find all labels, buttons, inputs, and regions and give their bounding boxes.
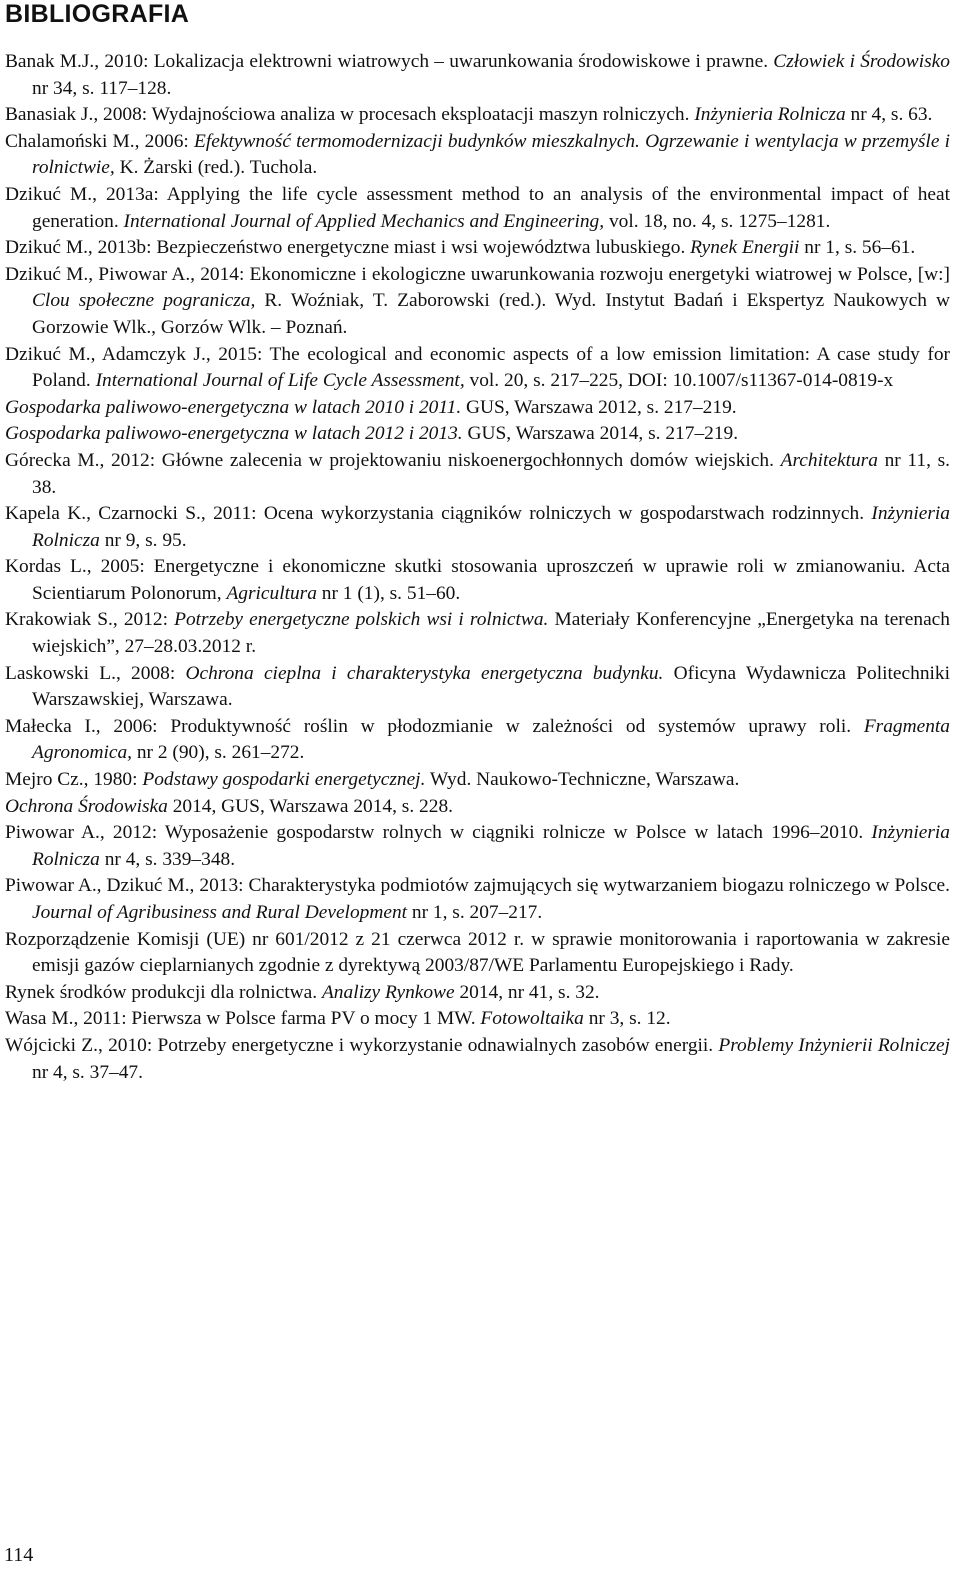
reference-italic-text: Problemy Inżynierii Rolniczej [718, 1034, 950, 1056]
reference-text: nr 34, s. 117–128. [32, 77, 172, 99]
reference-italic-text: Rynek Energii [690, 237, 800, 259]
reference-text: Materiały Konferencyjne „Energetyka na terenach wiejskich”, 27–28.03.2012 r. [32, 609, 950, 658]
reference-text: Piwowar A., Dzikuć M., 2013: Charakterystyka podmiotów zajmujących się wytwarzaniem biogazu rolniczego w Polsce. [5, 875, 950, 897]
reference-entry [5, 421, 950, 448]
reference-text: Wyd. Naukowo-Techniczne, Warszawa. [425, 769, 740, 791]
reference-italic-text: International Journal of Life Cycle Assessment, [95, 370, 465, 392]
reference-entry [5, 661, 950, 714]
reference-list [5, 49, 950, 1086]
reference-text: Banak M.J., 2010: Lokalizacja elektrowni wiatrowych – uwarunkowania środowiskowe i prawne. [5, 51, 774, 72]
reference-text: Dzikuć M., 2013b: Bezpieczeństwo energetyczne miast i wsi województwa lubuskiego. [5, 237, 691, 259]
reference-entry [5, 395, 950, 422]
reference-text: Chalamoński M., 2006: [5, 130, 195, 152]
reference-italic-text: Journal of Agribusiness and Rural Development [32, 902, 408, 923]
reference-text: Mejro Cz., 1980: [5, 769, 143, 791]
reference-italic-text: Inżynieria Rolnicza [694, 104, 846, 126]
reference-italic-text: International Journal of Applied Mechanics and Engineering, [123, 210, 605, 232]
reference-text: 2014, GUS, Warszawa 2014, s. 228. [167, 795, 453, 817]
reference-italic-text: Inżynieria Rolnicza [32, 822, 950, 870]
reference-entry [5, 714, 950, 767]
reference-entry [5, 129, 950, 182]
reference-entry [5, 102, 950, 129]
reference-italic-text: Ochrona Środowiska [5, 795, 168, 817]
reference-entry [5, 820, 950, 873]
reference-italic-text: Efektywność termomodernizacji budynków mieszkalnych. Ogrzewanie i wentylacja w przemyśle i rolnictwie, [32, 130, 951, 179]
reference-italic-text: Agricultura [226, 582, 317, 604]
reference-entry [5, 980, 950, 1007]
reference-text: 2014, nr 41, s. 32. [454, 981, 600, 1003]
reference-entry [5, 49, 950, 102]
reference-entry [5, 794, 950, 821]
reference-entry [5, 1006, 950, 1033]
reference-text: Kapela K., Czarnocki S., 2011: Ocena wykorzystania ciągników rolniczych w gospodarstwach rodzinnych. [5, 503, 872, 525]
reference-text: Małecka I., 2006: Produktywność roślin w płodozmianie w zależności od systemów uprawy roli. [5, 715, 864, 737]
reference-entry [5, 262, 950, 342]
reference-text: nr 1 (1), s. 51–60. [316, 582, 461, 604]
reference-text: GUS, Warszawa 2012, s. 217–219. [461, 396, 737, 418]
reference-text: nr 4, s. 37–47. [32, 1061, 143, 1083]
reference-entry [5, 607, 950, 660]
reference-italic-text: Architektura [780, 449, 878, 471]
reference-text: nr 4, s. 339–348. [99, 848, 236, 870]
reference-text: Kordas L., 2005: Energetyczne i ekonomiczne skutki stosowania uproszczeń w uprawie roli w zmianowaniu. Acta Scientiarum Polonorum, [5, 556, 950, 604]
reference-text: Piwowar A., 2012: Wyposażenie gospodarstw rolnych w ciągniki rolnicze w Polsce w latach 1996–2010. [5, 822, 872, 844]
reference-italic-text: Człowiek i Środowisko [773, 51, 950, 72]
reference-text: nr 2 (90), s. 261–272. [132, 742, 305, 764]
page-title: BIBLIOGRAFIA [5, 0, 190, 28]
reference-entry [5, 927, 950, 980]
reference-text: GUS, Warszawa 2014, s. 217–219. [462, 423, 739, 445]
reference-text: Dzikuć M., Piwowar A., 2014: Ekonomiczne i ekologiczne uwarunkowania rozwoju energetyki wiatrowej w Polsce, [w:] [5, 263, 950, 285]
reference-entry [5, 873, 950, 926]
reference-italic-text: Podstawy gospodarki energetycznej. [142, 769, 426, 791]
reference-text: nr 11, s. 38. [32, 449, 951, 498]
reference-text: nr 4, s. 63. [845, 104, 933, 126]
reference-text: nr 1, s. 207–217. [407, 902, 543, 923]
reference-text: Banasiak J., 2008: Wydajnościowa analiza w procesach eksploatacji maszyn rolniczych. [5, 104, 695, 126]
reference-entry [5, 501, 950, 554]
reference-text: K. Żarski (red.). Tuchola. [114, 157, 318, 179]
reference-text: Rozporządzenie Komisji (UE) nr 601/2012 z 21 czerwca 2012 r. w sprawie monitorowania i raportowania w zakresie emisji gazów cieplarnianych zgodnie z dyrektywą 2003/87/WE Parlamentu Europejskiego i Rady. [5, 928, 950, 977]
reference-text: vol. 18, no. 4, s. 1275–1281. [604, 210, 831, 232]
reference-entry [5, 767, 950, 794]
reference-italic-text: Potrzeby energetyczne polskich wsi i rolnictwa. [174, 609, 549, 631]
reference-text: Górecka M., 2012: Główne zalecenia w projektowaniu niskoenergochłonnych domów wiejskich. [5, 449, 781, 471]
reference-text: nr 9, s. 95. [99, 529, 187, 551]
bibliography-page [5, 0, 950, 1086]
reference-text: Dzikuć M., Adamczyk J., 2015: The ecological and economic aspects of a low emission limitation: A case study for Poland. [5, 343, 950, 392]
reference-text: Wasa M., 2011: Pierwsza w Polsce farma PV o mocy 1 MW. [5, 1008, 481, 1030]
reference-italic-text: Fotowoltaika [480, 1008, 584, 1030]
reference-italic-text: Ochrona cieplna i charakterystyka energetyczna budynku. [185, 662, 664, 684]
reference-entry [5, 554, 950, 607]
reference-entry [5, 448, 950, 501]
reference-text: Oficyna Wydawnicza Politechniki Warszawskiej, Warszawa. [32, 662, 950, 711]
reference-italic-text: Inżynieria Rolnicza [32, 503, 950, 551]
reference-italic-text: Gospodarka paliwowo-energetyczna w latach 2012 i 2013. [5, 423, 463, 445]
reference-entry [5, 1033, 950, 1086]
reference-italic-text: Analizy Rynkowe [321, 981, 455, 1003]
reference-entry [5, 182, 950, 235]
reference-text: vol. 20, s. 217–225, DOI: 10.1007/s11367-014-0819-x [464, 370, 894, 392]
reference-text: Rynek środków produkcji dla rolnictwa. [5, 981, 322, 1003]
reference-text: nr 1, s. 56–61. [799, 237, 916, 259]
reference-text: Dzikuć M., 2013a: Applying the life cycle assessment method to an analysis of the environmental impact of heat generation. [5, 183, 950, 232]
reference-text: nr 3, s. 12. [583, 1008, 671, 1030]
reference-italic-text: Clou społeczne pogranicza, [32, 290, 256, 312]
reference-text: Laskowski L., 2008: [5, 662, 186, 684]
reference-text: Krakowiak S., 2012: [5, 609, 175, 631]
reference-text: R. Woźniak, T. Zaborowski (red.). Wyd. Instytut Badań i Ekspertyz Naukowych w Gorzowie Wlk., Gorzów Wlk. – Poznań. [32, 290, 950, 338]
reference-entry [5, 235, 950, 262]
reference-entry [5, 342, 950, 395]
page-number: 114 [4, 1544, 34, 1566]
reference-text: Wójcicki Z., 2010: Potrzeby energetyczne i wykorzystanie odnawialnych zasobów energii. [5, 1034, 719, 1056]
reference-italic-text: Fragmenta Agronomica, [32, 715, 950, 764]
reference-italic-text: Gospodarka paliwowo-energetyczna w latach 2010 i 2011. [5, 396, 462, 418]
